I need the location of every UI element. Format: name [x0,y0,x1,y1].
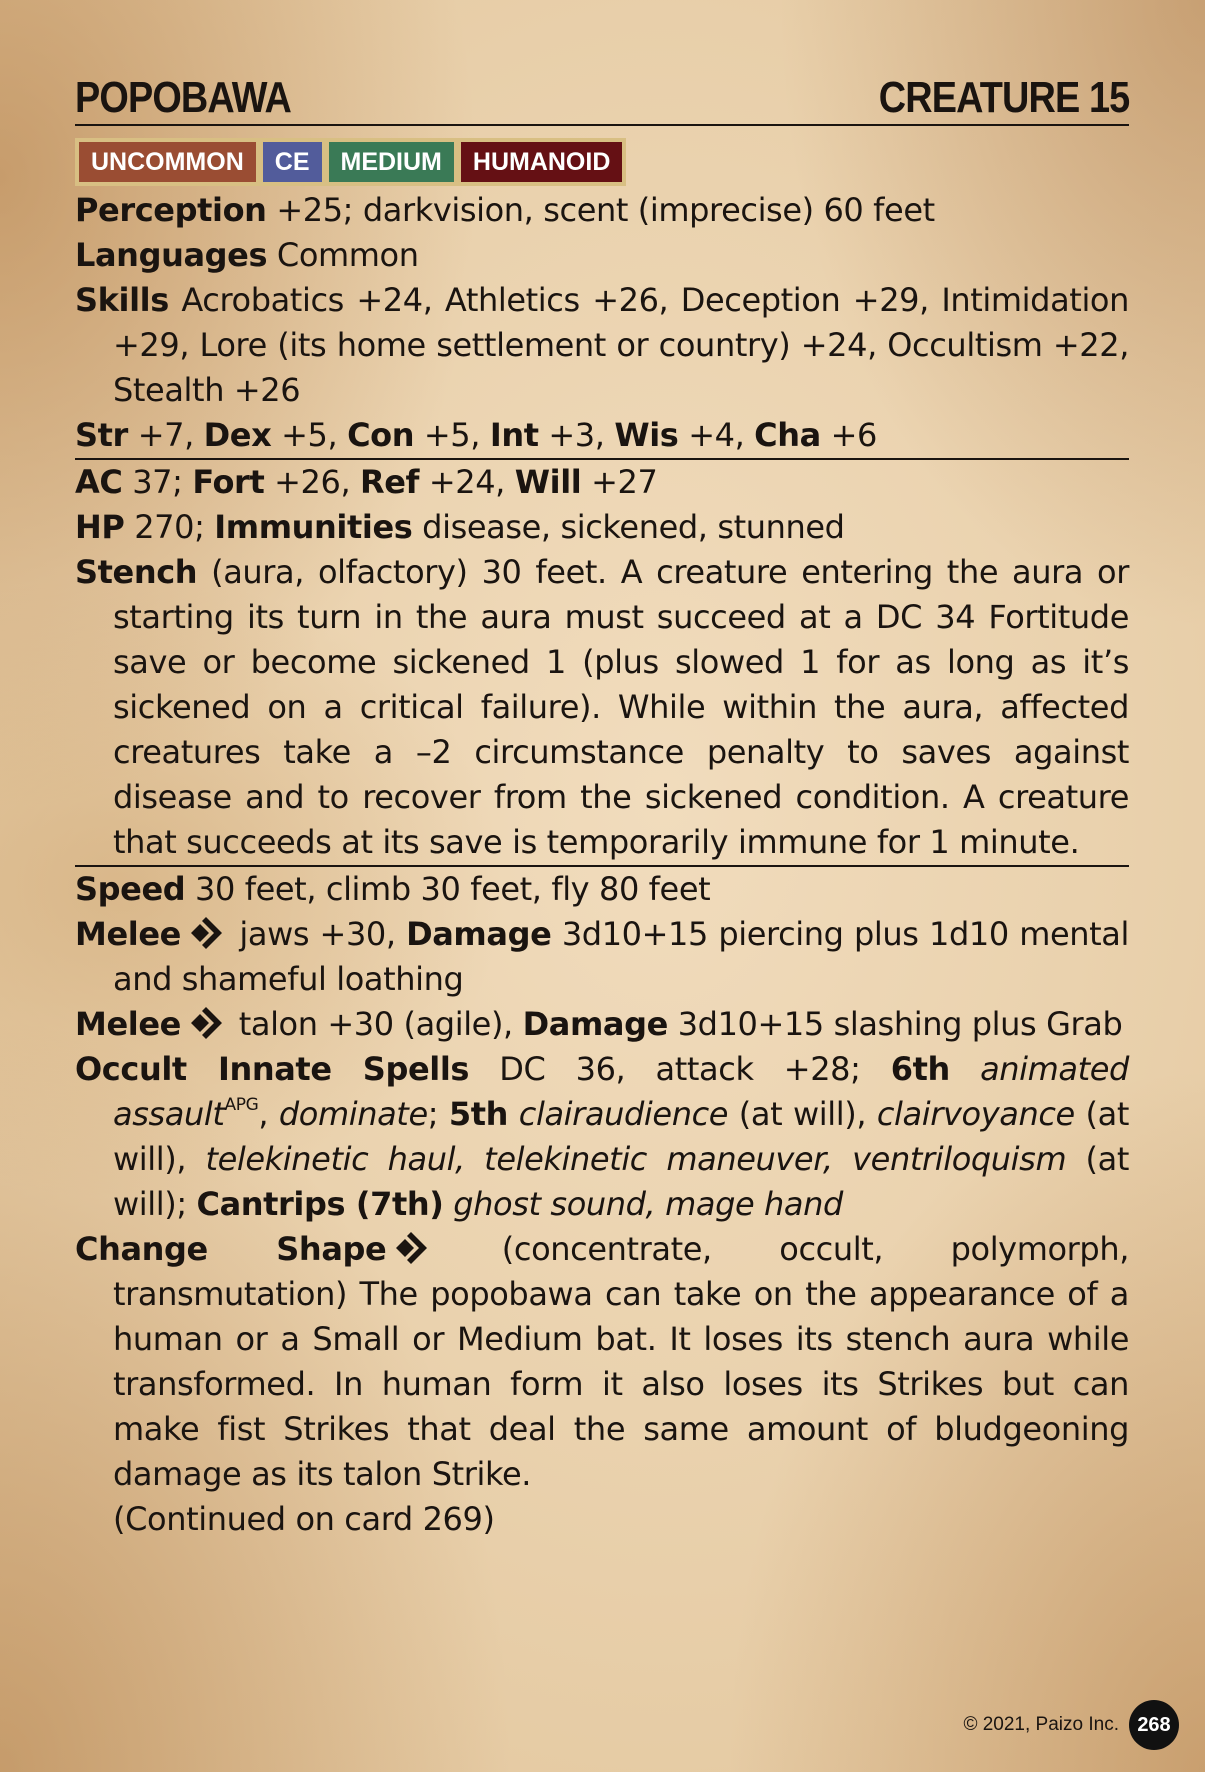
melee-attack: jaws +30, [228,915,407,953]
melee-label: Melee [75,915,181,953]
at-will-note: (at will); [113,1140,1129,1223]
ability-value: +3, [538,416,615,454]
copyright: © 2021, Paizo Inc. [963,1714,1119,1735]
card-header [75,72,1129,126]
rank-5-label: 5th [448,1095,509,1133]
trait-alignment: CE [263,142,322,182]
damage-label: Damage [406,915,552,953]
source-tag: APG [224,1095,259,1115]
speed-text: 30 feet, climb 30 feet, fly 80 feet [185,870,711,908]
skills-label: Skills [75,281,169,319]
hp-label: HP [75,508,125,546]
at-will-note: (at will), [113,1095,1129,1178]
will-label: Will [514,463,582,501]
speed-label: Speed [75,870,186,908]
damage-text: 3d10+15 piercing plus 1d10 mental and shameful loathing [113,915,1129,998]
spell-name: dominate [278,1095,428,1133]
ability-value: +7, [127,416,204,454]
defense-line [75,460,1129,505]
change-shape-ability [75,1227,1129,1497]
trait-type: HUMANOID [461,142,623,182]
at-will-note: (at will), [728,1095,877,1133]
ability-label: Con [347,416,415,454]
trait-size: MEDIUM [329,142,454,182]
skills-line [75,278,1129,413]
ability-label: Cha [754,416,821,454]
perception-line [75,188,1129,233]
ref-value: +24, [419,463,515,501]
hp-line [75,505,1129,550]
spell-name: clairaudience [508,1095,729,1133]
ability-value: +6 [820,416,877,454]
change-shape-text: (concentrate, occult, polymorph, transmutation) The popobawa can take on the appearance of a human or a Small or Medium bat. It loses its stench aura while transformed. In human form it also loses its Strikes but can make fist Strikes that deal the same amount of bludgeoning damage as its talon Strike. [113,1230,1129,1493]
languages-text: Common [267,236,419,274]
continued-note: (Continued on card 269) [113,1500,495,1538]
ability-value: +4, [678,416,755,454]
ref-label: Ref [360,463,420,501]
ability-label: Str [75,416,128,454]
damage-text: 3d10+15 slashing plus Grab [667,1005,1123,1043]
languages-line [75,233,1129,278]
page-number: 268 [1129,1700,1179,1750]
innate-spells: Occult Innate Spells DC 36, attack +28; 6th animated assault$^{APG}$, dominate; 5th clairaudience (at will), clairvoyance (at will), telekinetic haul, telekinetic maneuver, ventriloquism (at will); Cantrips (7th) ghost sound, mage hand [75,1050,1129,1223]
immunities-text: disease, sickened, stunned [412,508,845,546]
ability-label: Wis [614,416,679,454]
stench-text: (aura, olfactory) 30 feet. A creature entering the aura or starting its turn in the aura must succeed at a DC 34 Fortitude save or become sickened 1 (plus slowed 1 for as long as it’s sickened on a critical failure). While within the aura, affected creatures take a –2 circumstance penalty to saves against disease and to recover from the sickened condition. A creature that succeeds at its save is temporarily immune for 1 minute. [113,553,1129,861]
hp-value: 270; [124,508,215,546]
ac-value: 37; [122,463,193,501]
creature-level: CREATURE 15 [878,73,1129,122]
spell-name: animated assault [113,1050,1129,1133]
melee-jaws [75,912,1129,1002]
speed-line [75,867,1129,912]
rank-6-label: 6th [890,1050,950,1088]
single-action-icon [189,1006,225,1040]
will-value: +27 [581,463,658,501]
languages-label: Languages [75,236,268,274]
single-action-icon [394,1231,430,1265]
fort-value: +26, [264,463,360,501]
spell-name: clairvoyance [876,1095,1075,1133]
perception-text: +25; darkvision, scent (imprecise) 60 feet [266,191,935,229]
trait-list [75,138,626,186]
melee-label: Melee [75,1005,181,1043]
ability-scores [75,413,1129,458]
ability-value: +5, [414,416,490,454]
stench-label: Stench [75,553,198,591]
damage-label: Damage [522,1005,668,1043]
cantrip-list: ghost sound, mage hand [443,1185,843,1223]
ability-value: +5, [271,416,348,454]
stench-ability [75,550,1129,865]
card-footer [963,1700,1179,1750]
spells-label: Occult Innate Spells [75,1050,470,1088]
melee-attack: talon +30 (agile), [228,1005,523,1043]
fort-label: Fort [192,463,265,501]
ability-label: Int [489,416,539,454]
creature-name: POPOBAWA [75,73,291,122]
skills-text: Acrobatics +24, Athletics +26, Deception +29, Intimidation +29, Lore (its home settlement or country) +24, Occultism +22, Stealth +26 [113,281,1129,409]
melee-talon [75,1002,1129,1047]
trait-rarity: UNCOMMON [79,142,256,182]
immunities-label: Immunities [214,508,413,546]
stat-block [75,72,1129,1542]
cantrips-label: Cantrips (7th) [196,1185,444,1223]
perception-label: Perception [75,191,267,229]
ac-label: AC [75,463,123,501]
spell-dc: DC 36, attack +28; [469,1050,891,1088]
single-action-icon [189,916,225,950]
spell-name: telekinetic haul, telekinetic maneuver, ventriloquism [205,1140,1067,1178]
ability-label: Dex [203,416,272,454]
change-shape-label: Change Shape [75,1230,387,1268]
